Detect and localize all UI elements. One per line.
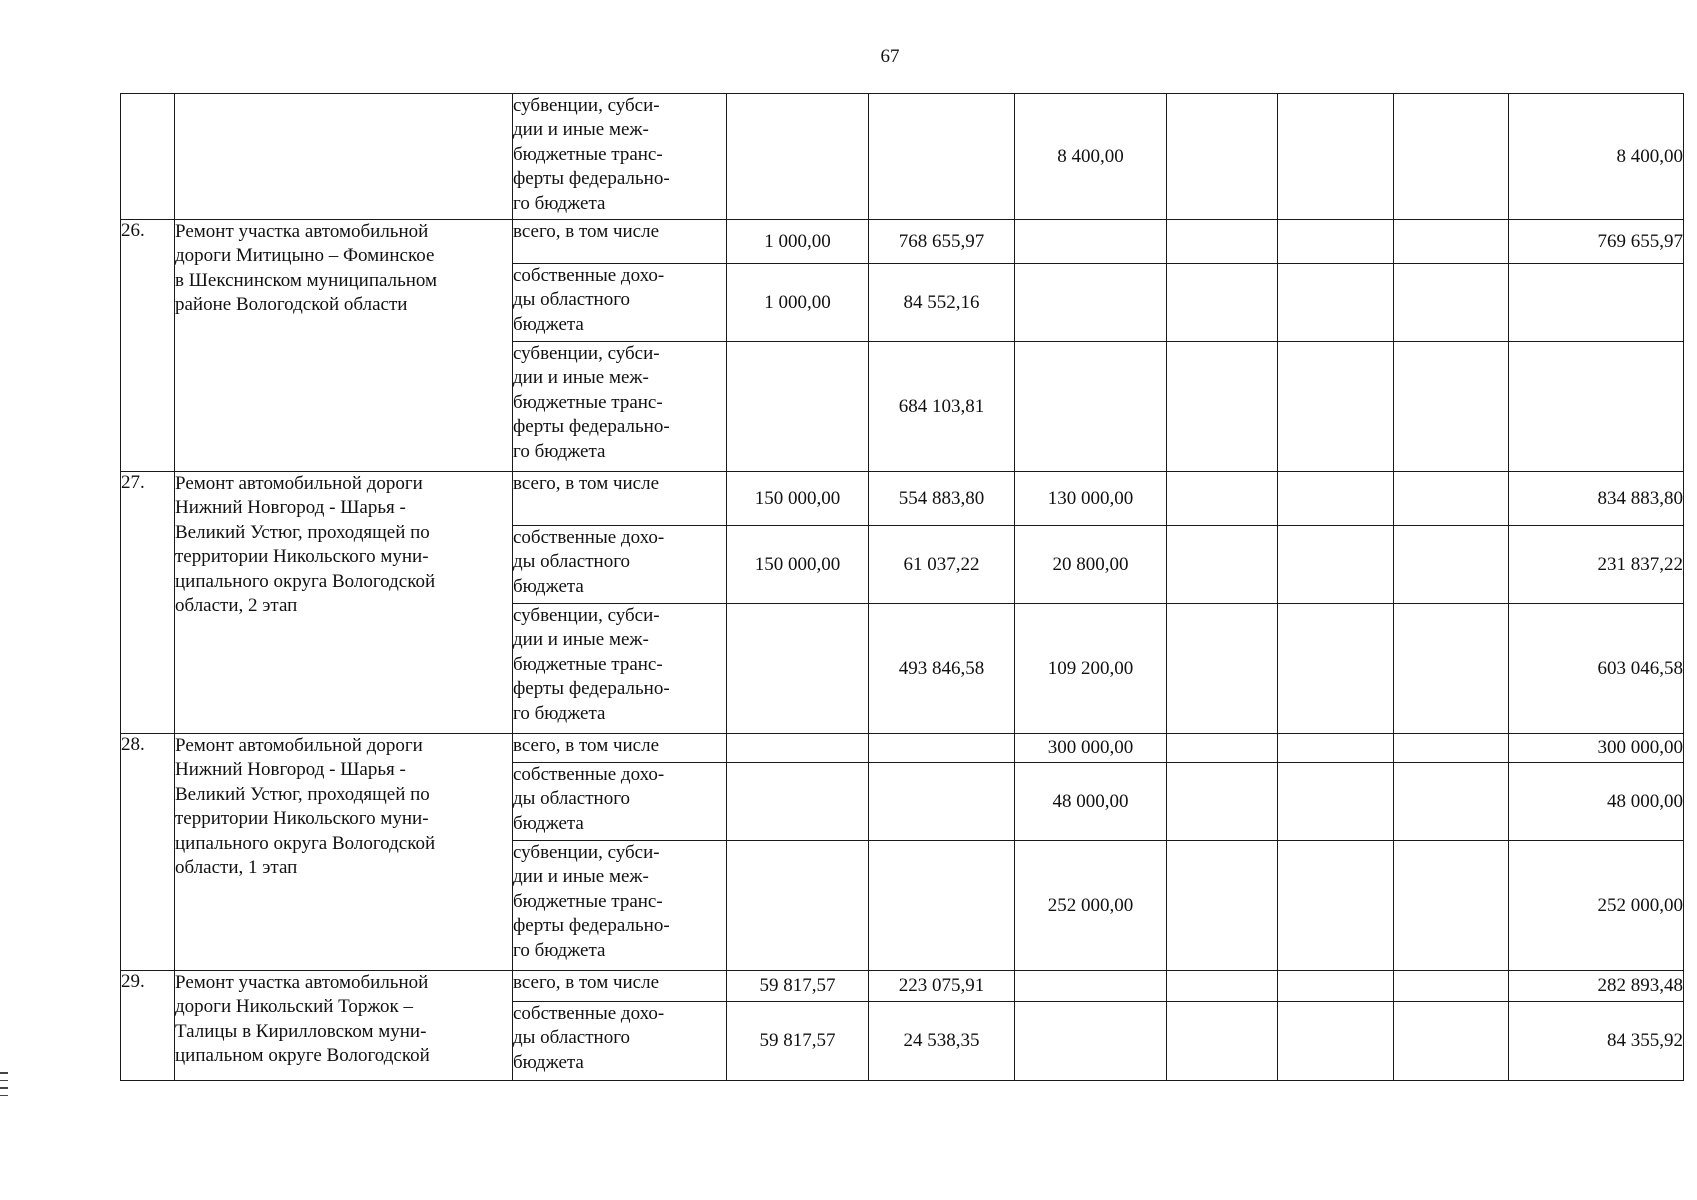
funding-source-cell: всего, в том числе [513, 734, 727, 763]
amount-cell [1394, 220, 1509, 264]
amount-cell: 20 800,00 [1015, 526, 1167, 604]
amount-cell [869, 841, 1015, 971]
amount-cell [1015, 264, 1167, 342]
total-value-cell [1509, 264, 1684, 342]
amount-cell [1167, 342, 1278, 472]
amount-cell [1278, 763, 1394, 841]
amount-cell [1167, 841, 1278, 971]
amount-cell: 223 075,91 [869, 971, 1015, 1002]
amount-cell [727, 94, 869, 220]
amount-cell [1394, 94, 1509, 220]
total-value-cell [1509, 342, 1684, 472]
amount-cell [869, 763, 1015, 841]
project-name-cell: Ремонт участка автомобильной дороги Никольский Торжок – Талицы в Кирилловском муни- ципальном округе Вологодской [175, 971, 513, 1081]
amount-cell [727, 734, 869, 763]
amount-cell [1394, 472, 1509, 526]
amount-cell [1167, 734, 1278, 763]
amount-cell [1167, 1002, 1278, 1081]
amount-cell [1167, 94, 1278, 220]
amount-cell [1278, 94, 1394, 220]
amount-cell: 130 000,00 [1015, 472, 1167, 526]
amount-cell [1167, 604, 1278, 734]
amount-cell [727, 763, 869, 841]
amount-cell: 1 000,00 [727, 264, 869, 342]
amount-cell [1278, 1002, 1394, 1081]
total-value-cell: 8 400,00 [1509, 94, 1684, 220]
total-value-cell: 48 000,00 [1509, 763, 1684, 841]
scan-edge-marks [0, 1072, 10, 1102]
amount-cell [1015, 971, 1167, 1002]
amount-cell: 48 000,00 [1015, 763, 1167, 841]
funding-source-cell: всего, в том числе [513, 220, 727, 264]
amount-cell: 150 000,00 [727, 472, 869, 526]
amount-cell [1394, 264, 1509, 342]
amount-cell [1394, 1002, 1509, 1081]
funding-source-cell: собственные дохо- ды областного бюджета [513, 264, 727, 342]
funding-source-cell: собственные дохо- ды областного бюджета [513, 526, 727, 604]
total-value-cell: 769 655,97 [1509, 220, 1684, 264]
table-row [121, 734, 1684, 763]
amount-cell [727, 841, 869, 971]
amount-cell [1015, 220, 1167, 264]
amount-cell [1278, 526, 1394, 604]
amount-cell [1394, 763, 1509, 841]
project-name-cell: Ремонт автомобильной дороги Нижний Новгород - Шарья - Великий Устюг, проходящей по территории Никольского муни- ципального округа Вологодской области, 1 этап [175, 734, 513, 971]
project-name-cell [175, 94, 513, 220]
amount-cell [1278, 342, 1394, 472]
funding-source-cell: всего, в том числе [513, 472, 727, 526]
amount-cell [1278, 971, 1394, 1002]
amount-cell [1015, 342, 1167, 472]
amount-cell [869, 734, 1015, 763]
row-number-cell [121, 94, 175, 220]
amount-cell [1394, 604, 1509, 734]
total-value-cell: 252 000,00 [1509, 841, 1684, 971]
amount-cell: 150 000,00 [727, 526, 869, 604]
amount-cell: 1 000,00 [727, 220, 869, 264]
table-body [121, 94, 1684, 1081]
total-value-cell: 282 893,48 [1509, 971, 1684, 1002]
amount-cell: 109 200,00 [1015, 604, 1167, 734]
amount-cell: 24 538,35 [869, 1002, 1015, 1081]
amount-cell [1278, 472, 1394, 526]
amount-cell: 554 883,80 [869, 472, 1015, 526]
amount-cell [1015, 1002, 1167, 1081]
amount-cell [1394, 526, 1509, 604]
budget-table [120, 93, 1684, 1081]
amount-cell [1394, 971, 1509, 1002]
row-number-cell: 29. [121, 971, 175, 1081]
amount-cell: 8 400,00 [1015, 94, 1167, 220]
amount-cell [1167, 472, 1278, 526]
funding-source-cell: всего, в том числе [513, 971, 727, 1002]
amount-cell: 684 103,81 [869, 342, 1015, 472]
amount-cell [1278, 220, 1394, 264]
amount-cell [1278, 264, 1394, 342]
amount-cell [1278, 841, 1394, 971]
amount-cell [1167, 763, 1278, 841]
table-row [121, 94, 1684, 220]
amount-cell [1394, 734, 1509, 763]
total-value-cell: 603 046,58 [1509, 604, 1684, 734]
total-value-cell: 834 883,80 [1509, 472, 1684, 526]
row-number-cell: 27. [121, 472, 175, 734]
page-number: 67 [880, 46, 900, 67]
amount-cell [1167, 526, 1278, 604]
amount-cell [727, 604, 869, 734]
amount-cell [1167, 264, 1278, 342]
amount-cell [1167, 971, 1278, 1002]
funding-source-cell: субвенции, субси- дии и иные меж- бюджетные транс- ферты федерально- го бюджета [513, 342, 727, 472]
amount-cell [1167, 220, 1278, 264]
amount-cell: 59 817,57 [727, 1002, 869, 1081]
table-row [121, 971, 1684, 1002]
amount-cell [1394, 342, 1509, 472]
project-name-cell: Ремонт автомобильной дороги Нижний Новгород - Шарья - Великий Устюг, проходящей по территории Никольского муни- ципального округа Вологодской области, 2 этап [175, 472, 513, 734]
total-value-cell: 84 355,92 [1509, 1002, 1684, 1081]
amount-cell [1278, 734, 1394, 763]
total-value-cell: 231 837,22 [1509, 526, 1684, 604]
funding-source-cell: собственные дохо- ды областного бюджета [513, 763, 727, 841]
amount-cell: 300 000,00 [1015, 734, 1167, 763]
amount-cell [1278, 604, 1394, 734]
amount-cell: 493 846,58 [869, 604, 1015, 734]
funding-source-cell: субвенции, субси- дии и иные меж- бюджетные транс- ферты федерально- го бюджета [513, 841, 727, 971]
funding-source-cell: субвенции, субси- дии и иные меж- бюджетные транс- ферты федерально- го бюджета [513, 94, 727, 220]
project-name-cell: Ремонт участка автомобильной дороги Митицыно – Фоминское в Шекснинском муниципальном районе Вологодской области [175, 220, 513, 472]
amount-cell: 59 817,57 [727, 971, 869, 1002]
row-number-cell: 28. [121, 734, 175, 971]
amount-cell: 252 000,00 [1015, 841, 1167, 971]
amount-cell [727, 342, 869, 472]
amount-cell [1394, 841, 1509, 971]
funding-source-cell: собственные дохо- ды областного бюджета [513, 1002, 727, 1081]
amount-cell: 84 552,16 [869, 264, 1015, 342]
row-number-cell: 26. [121, 220, 175, 472]
total-value-cell: 300 000,00 [1509, 734, 1684, 763]
amount-cell: 61 037,22 [869, 526, 1015, 604]
table-row [121, 220, 1684, 264]
amount-cell [869, 94, 1015, 220]
amount-cell: 768 655,97 [869, 220, 1015, 264]
funding-source-cell: субвенции, субси- дии и иные меж- бюджетные транс- ферты федерально- го бюджета [513, 604, 727, 734]
table-row [121, 472, 1684, 526]
